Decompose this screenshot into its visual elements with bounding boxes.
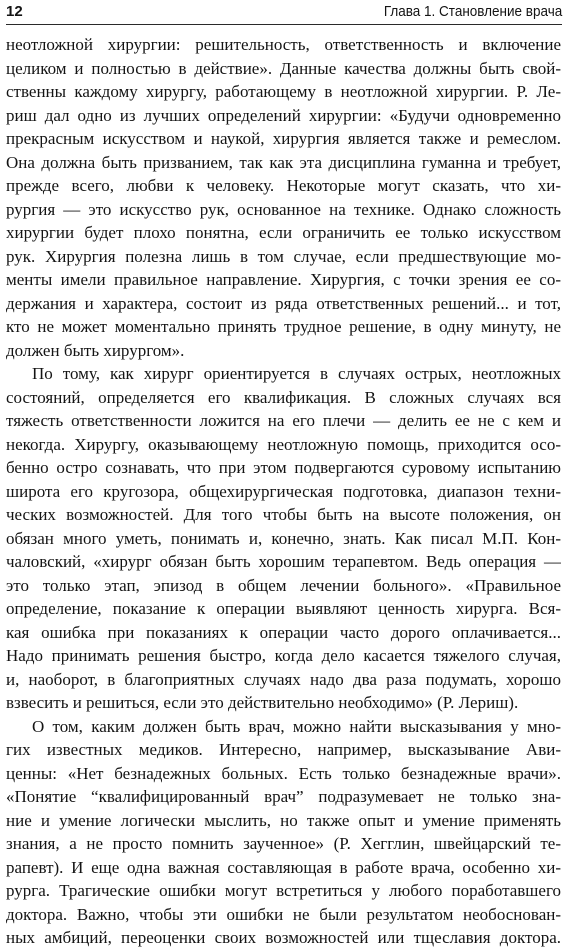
text-line: гих известных медиков. Интересно, например, высказывание Ави- xyxy=(6,740,561,759)
text-line: определение, показание к операции выявляют ценность хирурга. Вся- xyxy=(6,599,561,618)
text-line: бенно остро сознавать, что при этом подвергаются суровому испытанию xyxy=(6,458,561,477)
text-line: знания, а не просто помнить заученное» (Р. Хегглин, швейцарский те- xyxy=(6,834,561,853)
text-line: целиком и полностью в действие». Данные качества должны быть свой- xyxy=(6,58,561,78)
text-line: и, наоборот, в благоприятных случаях надо два раза подумать, хорошо xyxy=(6,669,561,689)
text-line: менты имели правильное направление. Хирургия, с точки зрения ее со- xyxy=(6,270,561,289)
text-line: ческих возможностей. Для того чтобы быть на высоте положения, он xyxy=(6,505,561,524)
text-line: рурга. Трагические ошибки могут встретиться у любого поработавшего xyxy=(6,881,561,900)
text-line: состояний, определяется его квалификация. В сложных случаях вся xyxy=(6,387,561,407)
text-line: рук. Хирургия полезна лишь в том случае, если предшествующие мо- xyxy=(6,246,561,266)
text-line: рургия — это искусство рук, основанное на технике. Однако сложность xyxy=(6,199,561,219)
text-line: кая ошибка при показаниях к операции часто дорого оплачивается... xyxy=(6,622,561,642)
text-line: тяжесть ответственности ложится на его плечи — делить ее не с кем и xyxy=(6,411,561,430)
paragraph-first-line: По тому, как хирург ориентируется в случаях острых, неотложных xyxy=(32,364,561,383)
running-header xyxy=(6,0,562,25)
text-line: чаловский, «хирург обязан быть хорошим терапевтом. Ведь операция — xyxy=(6,552,561,571)
text-line: доктора. Важно, чтобы эти ошибки не были результатом необоснован- xyxy=(6,904,561,924)
chapter-title: Глава 1. Становление врача xyxy=(383,3,562,20)
text-line: ных амбиций, переоценки своих возможностей или тщеславия доктора. xyxy=(6,928,561,947)
paragraph-first-line: О том, каким должен быть врач, можно найти высказывания у мно- xyxy=(32,716,561,736)
text-line: прекрасным искусством и наукой, хирургия является также и ремеслом. xyxy=(6,129,561,148)
text-line: риш дал одно из лучших определений хирургии: «Будучи одновременно xyxy=(6,105,561,125)
text-line: «Понятие “квалифицированный врач” подразумевает не только зна- xyxy=(6,787,561,806)
paragraph-end-line: должен быть хирургом». xyxy=(6,340,185,360)
body-text xyxy=(6,33,561,950)
text-line: ственны каждому хирургу, работающему в неотложной хирургии. Р. Ле- xyxy=(6,82,561,101)
text-line: прежде всего, любви к человеку. Некоторые могут сказать, что хи- xyxy=(6,176,561,195)
text-line: рапевт). И еще одна важная составляющая в работе врача, особенно хи- xyxy=(6,857,561,877)
text-line: ние и умение логически мыслить, но также опыт и умение применять xyxy=(6,810,561,830)
text-line: обязан много уметь, понимать и, конечно, знать. Как писал М.П. Кон- xyxy=(6,528,561,548)
text-line: ценны: «Нет безнадежных больных. Есть только безнадежные врачи». xyxy=(6,763,561,783)
text-line: хирургии будет плохо понятна, если ограничить ее только искусством xyxy=(6,223,561,242)
paragraph-end-line: взвесить и решиться, если это действительно необходимо» (Р. Лериш). xyxy=(6,693,519,712)
page-number: 12 xyxy=(6,3,23,20)
text-line: кто не может моментально принять трудное решение, в одну минуту, не xyxy=(6,317,561,336)
text-line: это только этап, эпизод в общем лечении больного». «Правильное xyxy=(6,575,561,595)
text-line: неотложной хирургии: решительность, ответственность и включение xyxy=(6,35,561,54)
text-line: держания и характера, состоит из ряда ответственных решений... и тот, xyxy=(6,293,561,313)
text-line: некогда. Хирургу, оказывающему неотложную помощь, приходится осо- xyxy=(6,434,561,454)
text-line: Она должна быть призванием, так как эта дисциплина гуманна и требует, xyxy=(6,152,561,172)
text-line: широта его кругозора, общехирургическая подготовка, диапазон техни- xyxy=(6,481,561,501)
text-line: Надо принимать решения быстро, когда дело касается тяжелого случая, xyxy=(6,646,561,665)
